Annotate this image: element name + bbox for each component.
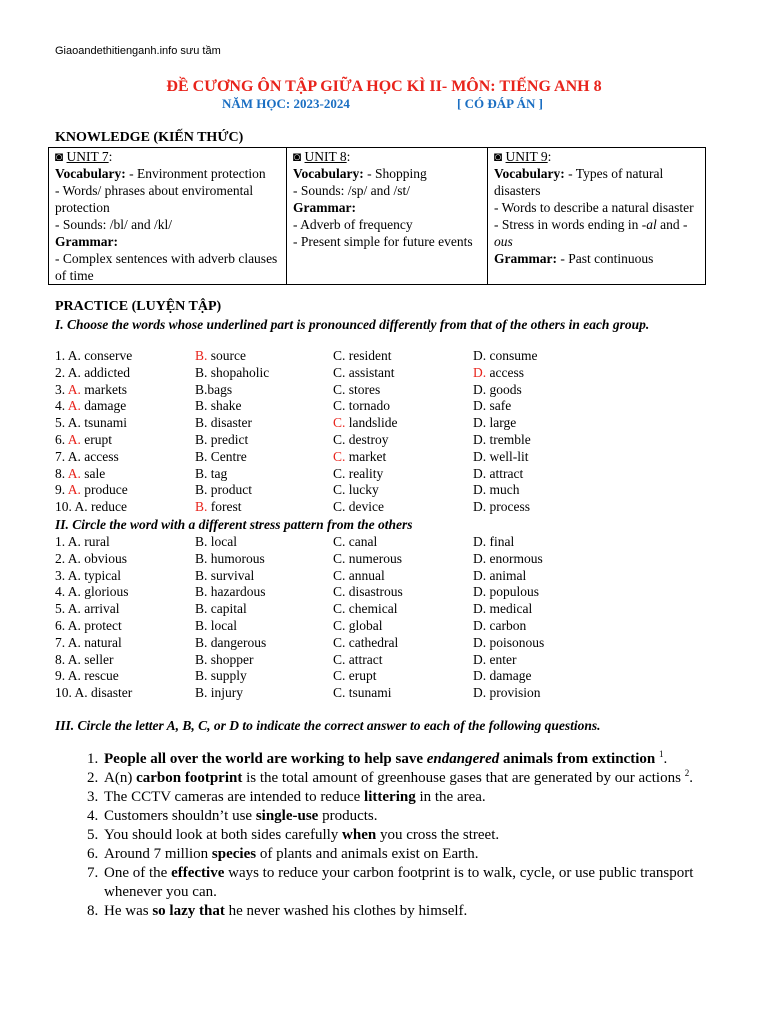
option-d[interactable]: D. much — [473, 482, 520, 498]
option-a[interactable]: 6. A. erupt — [55, 432, 113, 447]
unit7-grammar1: - Complex sentences with adverb clauses of time — [55, 251, 278, 283]
option-c[interactable]: C. numerous — [333, 550, 402, 566]
unit9-cell: ◙ UNIT 9: Vocabulary: - Types of natural disasters - Words to describe a natural disaster - Stress in words ending in -al and -ous Grammar: - Past continuous — [488, 148, 706, 285]
answer-note: [ CÓ ĐÁP ÁN ] — [457, 96, 543, 111]
option-a[interactable]: 8. A. seller — [55, 651, 114, 667]
option-a[interactable]: 7. A. access — [55, 448, 119, 464]
option-d[interactable]: D. final — [473, 534, 515, 549]
vocab-label: Vocabulary: — [55, 166, 126, 181]
unit8-cell: ◙ UNIT 8: Vocabulary: - Shopping - Sounds: /sp/ and /st/ Grammar: - Adverb of frequency - Present simple for future events — [287, 148, 488, 285]
option-b[interactable]: B. injury — [195, 685, 244, 701]
vocab-label: Vocabulary: — [494, 166, 565, 181]
option-c[interactable]: C. tornado — [333, 398, 390, 414]
unit9-line2: - Stress in words ending in -al and -ous — [494, 217, 688, 249]
option-b[interactable]: B. supply — [195, 668, 247, 684]
option-c[interactable]: C. disastrous — [333, 584, 403, 600]
option-c[interactable]: C. device — [333, 499, 384, 515]
option-d[interactable]: D. process — [473, 499, 530, 515]
grammar-label: Grammar: — [293, 200, 356, 215]
option-a[interactable]: 5. A. arrival — [55, 601, 120, 617]
option-c[interactable]: C. assistant — [333, 364, 395, 380]
option-d[interactable]: D. provision — [473, 685, 541, 701]
option-a[interactable]: 7. A. natural — [55, 634, 122, 650]
option-a[interactable]: 2. A. obvious — [55, 550, 128, 566]
option-b[interactable]: B. Centre — [195, 448, 247, 464]
option-c[interactable]: C. attract — [333, 651, 383, 667]
unit7-title: UNIT 7 — [66, 149, 109, 164]
source-note: Giaoandethitienganh.info sưu tầm — [55, 45, 221, 57]
option-d[interactable]: D. medical — [473, 601, 533, 617]
option-b[interactable]: B. shopper — [195, 651, 254, 667]
vocab-label: Vocabulary: — [293, 166, 364, 181]
option-c[interactable]: C. resident — [333, 348, 392, 363]
bullet-icon: ◙ — [494, 149, 503, 164]
option-d[interactable]: D. enter — [473, 651, 517, 667]
unit8-grammar2: - Present simple for future events — [293, 234, 473, 249]
option-b[interactable]: B. hazardous — [195, 584, 266, 600]
option-b[interactable]: B. disaster — [195, 415, 252, 431]
option-b[interactable]: B. local — [195, 618, 237, 633]
question-item: 3. The CCTV cameras are intended to reduce littering in the area. — [102, 788, 752, 807]
question-item: 4. Customers shouldn’t use single-use products. — [102, 807, 752, 826]
unit9-vocab: - Types of natural disasters — [494, 166, 664, 198]
option-b[interactable]: B. survival — [195, 567, 255, 583]
bullet-icon: ◙ — [293, 149, 302, 164]
option-a[interactable]: 4. A. damage — [55, 398, 127, 414]
option-c[interactable]: C. lucky — [333, 482, 379, 498]
option-a[interactable]: 10. A. disaster — [55, 685, 133, 701]
question-item: 8. He was so lazy that he never washed his clothes by himself. — [102, 902, 752, 921]
option-b[interactable]: B. shake — [195, 398, 242, 414]
option-d[interactable]: D. damage — [473, 668, 532, 684]
option-c[interactable]: C. reality — [333, 465, 384, 481]
option-d[interactable]: D. poisonous — [473, 634, 545, 650]
option-b[interactable]: B. tag — [195, 465, 228, 481]
unit7-cell: ◙ UNIT 7: Vocabulary: - Environment protection - Words/ phrases about enviromental protection - Sounds: /bl/ and /kl/ Grammar: - Complex sentences with adverb clauses of time — [49, 148, 287, 285]
option-c[interactable]: C. canal — [333, 534, 378, 549]
question-item: 2. A(n) carbon footprint is the total amount of greenhouse gases that are generated by our actions $^2$. — [102, 769, 752, 788]
option-a[interactable]: 3. A. markets — [55, 381, 128, 397]
option-d[interactable]: D. carbon — [473, 618, 527, 633]
question-list — [62, 750, 752, 921]
option-a[interactable]: 2. A. addicted — [55, 364, 130, 380]
option-a[interactable]: 5. A. tsunami — [55, 415, 128, 431]
option-b[interactable]: B. source — [195, 348, 246, 363]
option-b[interactable]: B. capital — [195, 601, 247, 617]
unit9-line1: - Words to describe a natural disaster — [494, 200, 694, 215]
unit8-vocab: - Shopping — [363, 166, 427, 181]
unit8-grammar1: - Adverb of frequency — [293, 217, 413, 232]
unit9-grammar1: - Past continuous — [556, 251, 654, 266]
option-c[interactable]: C. global — [333, 618, 383, 633]
option-d[interactable]: D. tremble — [473, 432, 531, 447]
option-c[interactable]: C. annual — [333, 567, 385, 583]
practice-heading: PRACTICE (LUYỆN TẬP) — [55, 299, 222, 314]
option-c[interactable]: C. landslide — [333, 415, 398, 431]
option-d[interactable]: D. populous — [473, 584, 540, 600]
school-year: NĂM HỌC: 2023-2024 — [222, 96, 350, 111]
section1-instruction: I. Choose the words whose underlined part is pronounced differently from that of the others in each group. — [55, 317, 650, 332]
option-a[interactable]: 3. A. typical — [55, 567, 121, 583]
option-d[interactable]: D. goods — [473, 381, 522, 397]
grammar-label: Grammar: — [494, 251, 557, 266]
option-d[interactable]: D. attract — [473, 465, 524, 481]
option-b[interactable]: B. predict — [195, 432, 249, 447]
option-a[interactable]: 1. A. rural — [55, 534, 110, 549]
option-b[interactable]: B.bags — [195, 381, 233, 397]
question-item: 1. People all over the world are working to help save endangered animals from extinction $^1$. — [102, 750, 752, 769]
option-d[interactable]: D. access — [473, 364, 524, 380]
option-d[interactable]: D. enormous — [473, 550, 543, 566]
question-item: 6. Around 7 million species of plants and animals exist on Earth. — [102, 845, 752, 864]
option-c[interactable]: C. chemical — [333, 601, 398, 617]
option-a[interactable]: 8. A. sale — [55, 465, 106, 481]
option-c[interactable]: C. destroy — [333, 432, 389, 447]
unit9-title: UNIT 9 — [505, 149, 548, 164]
unit7-line2: - Sounds: /bl/ and /kl/ — [55, 217, 173, 232]
question-item: 5. You should look at both sides carefully when you cross the street. — [102, 826, 752, 845]
option-a[interactable]: 9. A. produce — [55, 482, 128, 498]
option-c[interactable]: C. tsunami — [333, 685, 392, 701]
option-c[interactable]: C. erupt — [333, 668, 377, 684]
bullet-icon: ◙ — [55, 149, 64, 164]
unit7-vocab: - Environment protection — [125, 166, 266, 181]
option-a[interactable]: 10. A. reduce — [55, 499, 127, 515]
option-d[interactable]: D. large — [473, 415, 517, 431]
knowledge-table — [48, 147, 706, 285]
option-d[interactable]: D. consume — [473, 348, 538, 363]
section2-instruction: II. Circle the word with a different stress pattern from the others — [55, 517, 413, 532]
question-item: 7. One of the effective ways to reduce your carbon footprint is to walk, cycle, or use public transport whenever you can. — [102, 864, 752, 902]
grammar-label: Grammar: — [55, 234, 118, 249]
option-d[interactable]: D. safe — [473, 398, 512, 414]
option-a[interactable]: 4. A. glorious — [55, 584, 129, 600]
section3-instruction: III. Circle the letter A, B, C, or D to indicate the correct answer to each of the following questions. — [55, 718, 601, 733]
unit7-line1: - Words/ phrases about enviromental protection — [55, 183, 254, 215]
option-b[interactable]: B. dangerous — [195, 634, 267, 650]
option-d[interactable]: D. animal — [473, 567, 527, 583]
option-c[interactable]: C. stores — [333, 381, 381, 397]
option-b[interactable]: B. local — [195, 534, 237, 549]
option-b[interactable]: B. humorous — [195, 550, 265, 566]
option-b[interactable]: B. product — [195, 482, 252, 498]
unit8-line1: - Sounds: /sp/ and /st/ — [293, 183, 411, 198]
option-c[interactable]: C. cathedral — [333, 634, 399, 650]
option-c[interactable]: C. market — [333, 448, 387, 464]
option-b[interactable]: B. shopaholic — [195, 364, 270, 380]
page-title: ĐỀ CƯƠNG ÔN TẬP GIỮA HỌC KÌ II- MÔN: TIẾNG ANH 8 — [166, 78, 602, 95]
option-d[interactable]: D. well-lit — [473, 448, 529, 464]
option-a[interactable]: 6. A. protect — [55, 618, 122, 633]
option-b[interactable]: B. forest — [195, 499, 242, 515]
knowledge-heading: KNOWLEDGE (KIẾN THỨC) — [55, 130, 244, 145]
option-a[interactable]: 9. A. rescue — [55, 668, 119, 684]
unit8-title: UNIT 8 — [304, 149, 347, 164]
option-a[interactable]: 1. A. conserve — [55, 348, 133, 363]
